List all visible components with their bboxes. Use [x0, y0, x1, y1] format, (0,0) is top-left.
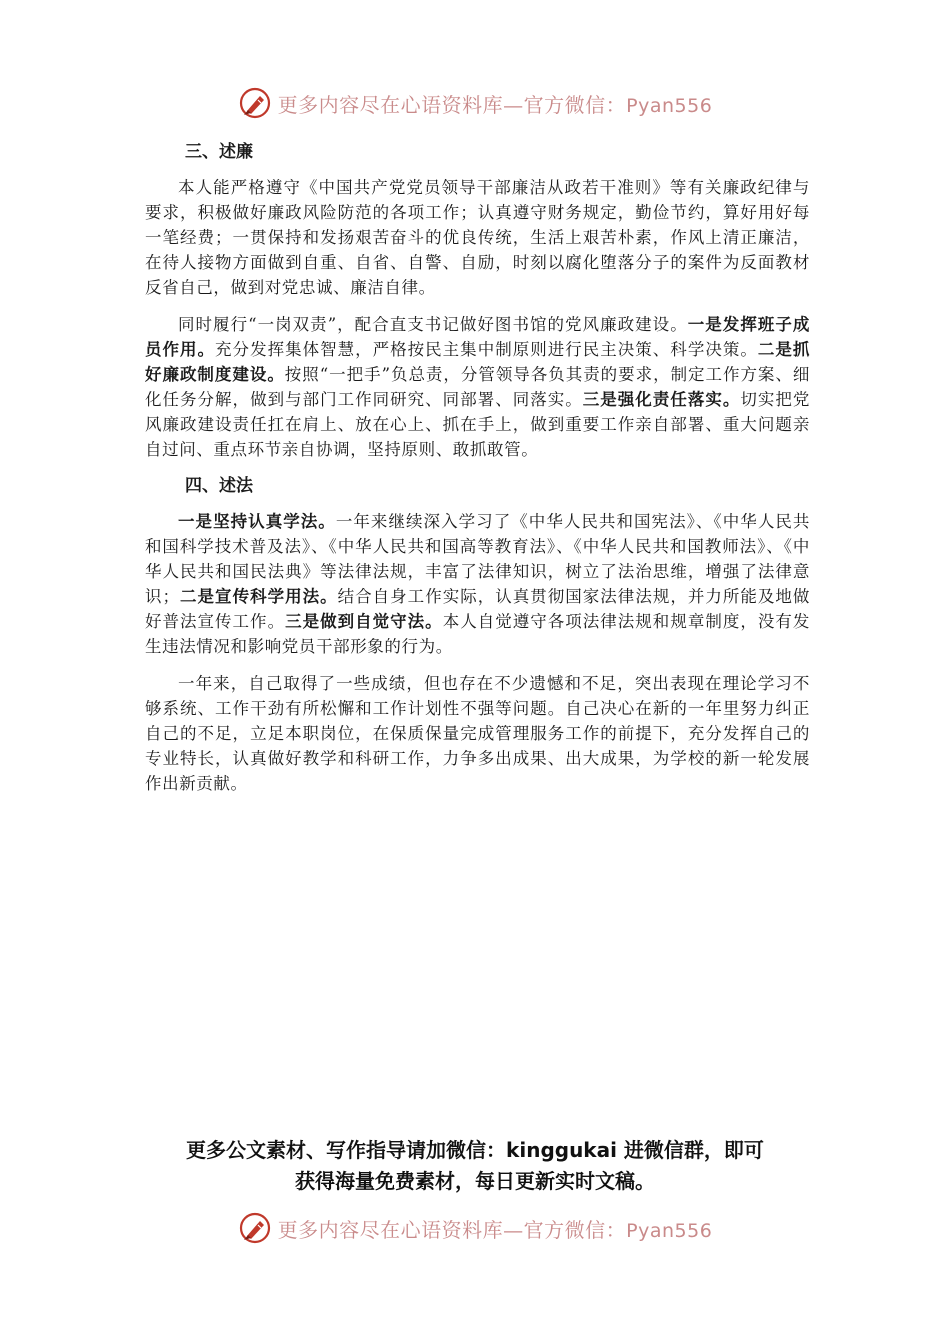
paragraph	[145, 175, 810, 300]
text-run: 一年来继续深入学习了《中华人民共和国宪法》、《中华人民共和国科学技术普及法》、《中华人民共和国高等教育法》、《中华人民共和国教师法》、《中华人民共和国民法典》等法律法规，丰富了法律知识，树立了法治思维，增强了法律意识；	[145, 512, 810, 606]
promo-block	[0, 1135, 950, 1197]
section-heading: 三、述廉	[185, 142, 253, 162]
bold-run: 二是抓好廉政制度建设。	[145, 340, 810, 384]
text-run: 充分发挥集体智慧，严格按民主集中制原则进行民主决策、科学决策。	[215, 340, 758, 359]
footer-brand-label: 更多内容尽在心语资料库—官方微信：	[277, 1217, 627, 1242]
text-run: 切实把党风廉政建设责任扛在肩上、放在心上、抓在手上，做到重要工作亲自部署、重大问题亲自过问、重点环节亲自协调，坚持原则、敢抓敢管。	[145, 390, 811, 459]
text-run: 按照“一把手”负总责，分管领导各负其责的要求，制定工作方案、细化任务分解，做到与部门工作同研究、同部署、同落实。	[145, 365, 810, 409]
pen-nib-logo-icon	[238, 1211, 272, 1245]
bold-run: 三是强化责任落实。	[582, 390, 741, 409]
header-brand-label: 更多内容尽在心语资料库—官方微信：	[277, 92, 627, 117]
text-run: 一年来，自己取得了一些成绩，但也存在不少遗憾和不足，突出表现在理论学习不够系统、工作干劲有所松懈和工作计划性不强等问题。自己决心在新的一年里努力纠正自己的不足，立足本职岗位，在保质保量完成管理服务工作的前提下，充分发挥自己的专业特长，认真做好教学和科研工作，力争多出成果、出大成果，为学校的新一轮发展作出新贡献。	[145, 674, 810, 793]
text-run: 同时履行“一岗双责”，配合直支书记做好图书馆的党风廉政建设。	[178, 315, 688, 334]
text-run: 结合自身工作实际，认真贯彻国家法律法规，并力所能及地做好普法宣传工作。	[145, 587, 811, 631]
paragraph	[145, 671, 810, 796]
footer-brand-text	[278, 1214, 713, 1243]
bold-run: 一是发挥班子成员作用。	[145, 315, 811, 359]
bold-run: 一是坚持认真学法。	[178, 512, 336, 531]
text-run: 本人自觉遵守各项法律法规和规章制度，没有发生违法情况和影响党员干部形象的行为。	[145, 612, 810, 656]
paragraph	[145, 312, 810, 462]
document-body	[145, 140, 810, 808]
promo-line-2: 获得海量免费素材，每日更新实时文稿。	[295, 1169, 655, 1193]
pen-nib-logo-icon	[238, 86, 272, 120]
bold-run: 三是做到自觉守法。	[285, 612, 443, 631]
header-watermark	[0, 86, 950, 120]
footer-brand-id: Pyan556	[626, 1219, 713, 1242]
header-brand-id: Pyan556	[626, 94, 713, 117]
section-heading: 四、述法	[185, 476, 253, 496]
text-run: 本人能严格遵守《中国共产党党员领导干部廉洁从政若干准则》等有关廉政纪律与要求，积极做好廉政风险防范的各项工作；认真遵守财务规定，勤俭节约，算好用好每一笔经费；一贯保持和发扬艰苦奋斗的优良传统，生活上艰苦朴素，作风上清正廉洁，在待人接物方面做到自重、自省、自警、自励，时刻以腐化堕落分子的案件为反面教材反省自己，做到对党忠诚、廉洁自律。	[145, 178, 810, 297]
promo-line-1: 更多公文素材、写作指导请加微信：kinggukai 进微信群，即可	[186, 1138, 764, 1162]
paragraph	[145, 509, 810, 659]
footer-watermark	[0, 1211, 950, 1245]
header-brand-text	[278, 89, 713, 118]
bold-run: 二是宣传科学用法。	[179, 587, 338, 606]
